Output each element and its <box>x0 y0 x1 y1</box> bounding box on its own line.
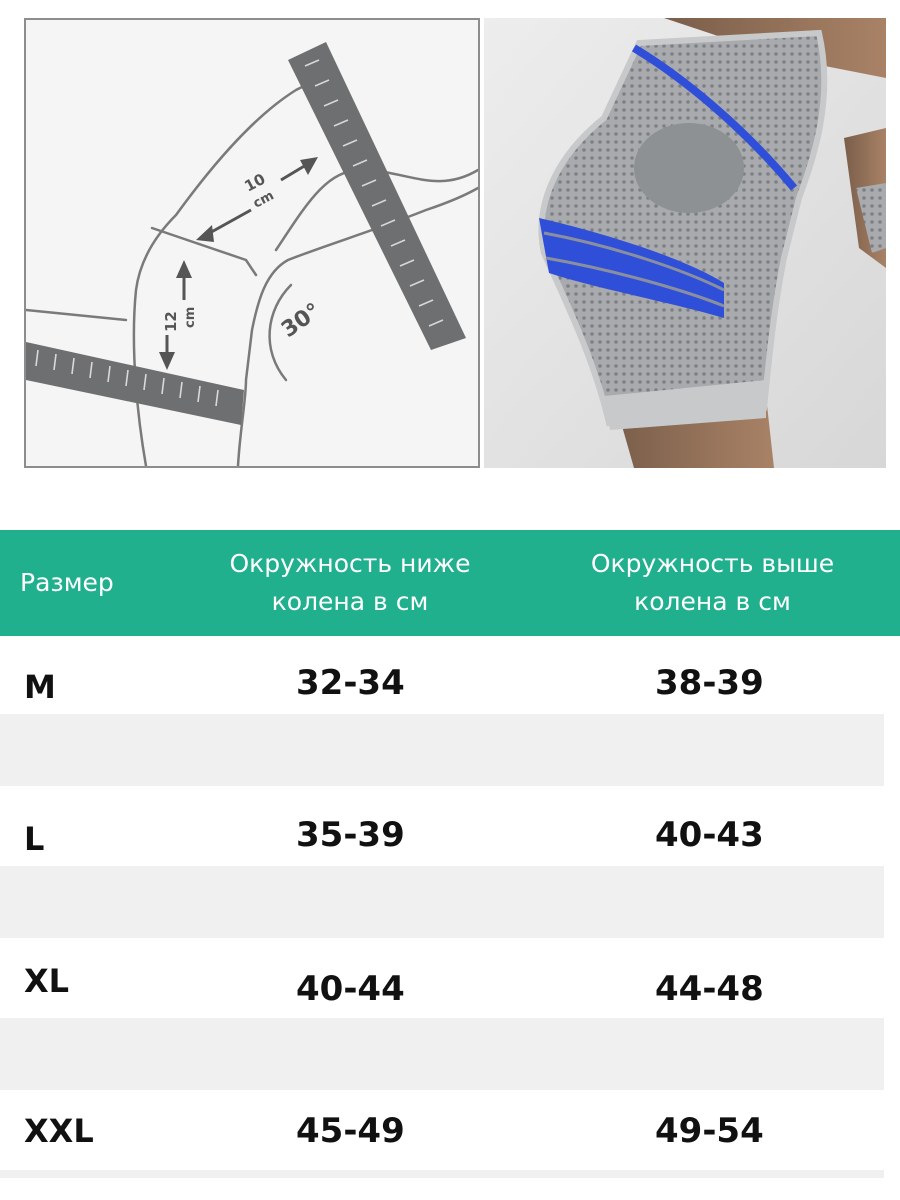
header-below-line1: Окружность ниже <box>229 549 471 578</box>
size-table-header <box>0 530 900 636</box>
table-row <box>0 1094 900 1168</box>
row-separator <box>0 1018 884 1090</box>
size-cell: XXL <box>24 1112 94 1150</box>
above-knee-cell: 44-48 <box>655 969 764 1009</box>
header-above-line2: колена в см <box>634 587 791 616</box>
below-knee-cell: 32-34 <box>296 663 405 703</box>
below-knee-cell: 40-44 <box>296 969 405 1009</box>
header-below-knee <box>160 530 540 636</box>
angle-label: 30° <box>277 298 326 343</box>
measure-top-unit: cm <box>250 188 277 212</box>
above-knee-cell: 40-43 <box>655 815 764 855</box>
measurement-diagram <box>24 18 480 468</box>
size-cell: M <box>24 668 56 706</box>
table-row <box>0 944 900 1018</box>
table-row <box>0 646 900 720</box>
row-separator <box>0 1170 884 1178</box>
header-below-line2: колена в см <box>271 587 429 616</box>
header-size: Размер <box>20 568 114 597</box>
above-knee-cell: 38-39 <box>655 663 764 703</box>
measure-top-value: 10 <box>241 169 269 196</box>
measure-left-unit: cm <box>183 306 198 328</box>
measure-left-value: 12 <box>162 311 180 332</box>
table-row <box>0 798 900 872</box>
header-above-knee <box>540 530 885 636</box>
knee-brace-image <box>484 18 886 468</box>
size-cell: L <box>24 820 45 858</box>
below-knee-cell: 35-39 <box>296 815 405 855</box>
row-separator <box>0 866 884 938</box>
header-above-line1: Окружность выше <box>590 549 835 578</box>
product-images <box>0 0 900 480</box>
knee-brace-photo <box>484 18 886 468</box>
row-separator <box>0 714 884 786</box>
size-cell: XL <box>24 962 70 1000</box>
below-knee-cell: 45-49 <box>296 1111 405 1151</box>
knee-measurement-illustration <box>26 20 478 466</box>
above-knee-cell: 49-54 <box>655 1111 764 1151</box>
